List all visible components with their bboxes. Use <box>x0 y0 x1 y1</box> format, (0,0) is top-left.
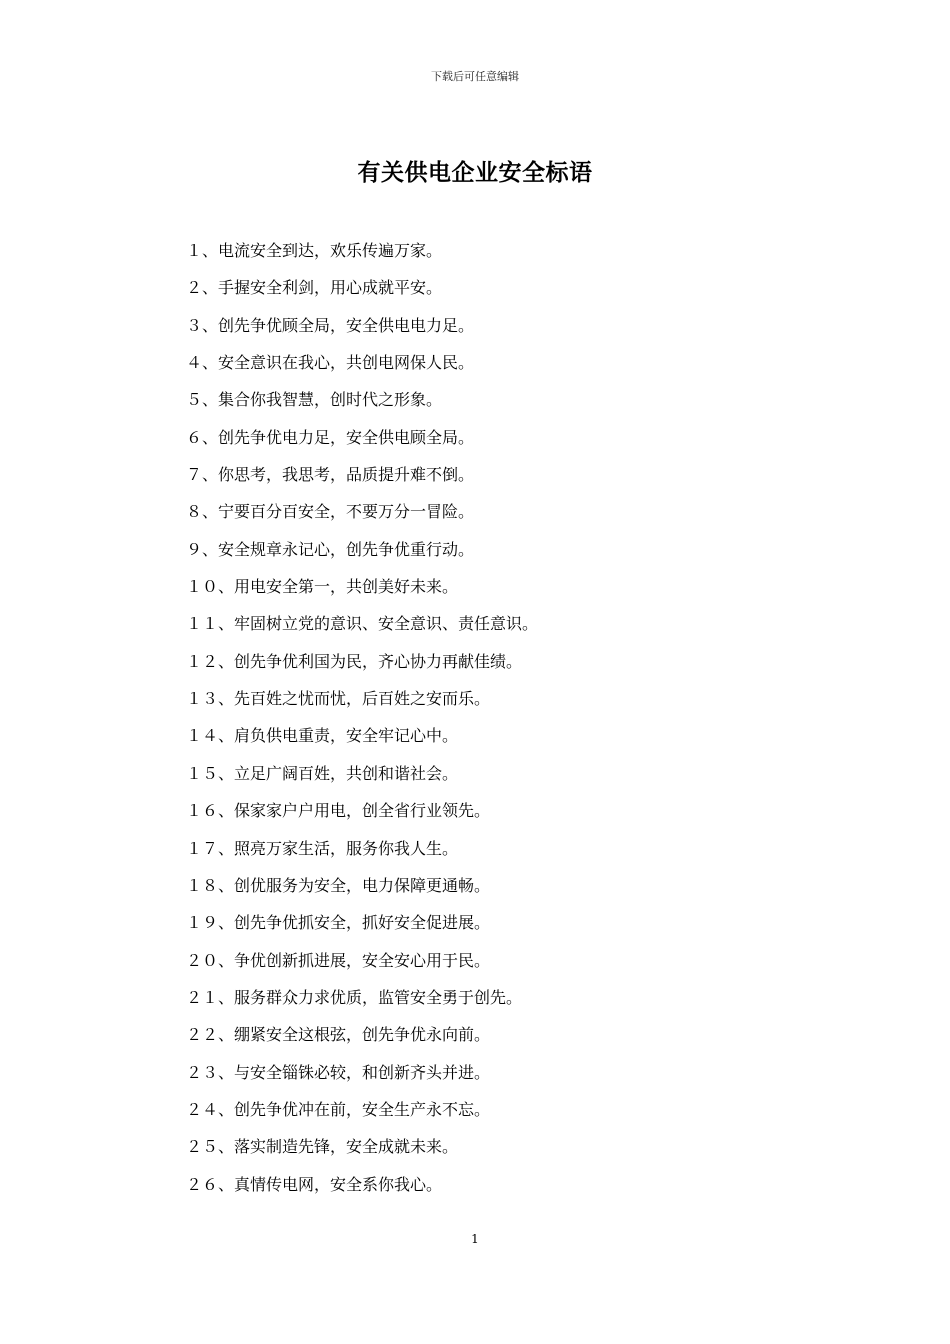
slogan-item: １１、牢固树立党的意识、安全意识、责任意识。 <box>186 614 539 634</box>
slogan-item: ３、创先争优顾全局，安全供电电力足。 <box>186 315 475 335</box>
slogan-item: １２、创先争优利国为民，齐心协力再献佳绩。 <box>186 651 523 671</box>
slogan-item: ８、宁要百分百安全，不要万分一冒险。 <box>186 502 475 522</box>
slogan-item: ２、手握安全利剑，用心成就平安。 <box>186 278 443 298</box>
slogan-item: ９、安全规章永记心，创先争优重行动。 <box>186 539 475 559</box>
slogan-list <box>186 232 826 1203</box>
slogan-item: １９、创先争优抓安全，抓好安全促进展。 <box>186 913 491 933</box>
slogan-item: １４、肩负供电重责，安全牢记心中。 <box>186 726 459 746</box>
slogan-item: ７、你思考，我思考，品质提升难不倒。 <box>186 465 475 485</box>
slogan-item: １７、照亮万家生活，服务你我人生。 <box>186 838 459 858</box>
slogan-item: ２６、真情传电网，安全系你我心。 <box>186 1174 443 1194</box>
slogan-item: １８、创优服务为安全，电力保障更通畅。 <box>186 875 491 895</box>
slogan-item: ２０、争优创新抓进展，安全安心用于民。 <box>186 950 491 970</box>
header-note: 下载后可任意编辑 <box>431 70 519 83</box>
page-number: 1 <box>471 1232 479 1246</box>
slogan-item: １６、保家家户户用电，创全省行业领先。 <box>186 801 491 821</box>
slogan-item: ２１、服务群众力求优质，监管安全勇于创先。 <box>186 987 523 1007</box>
slogan-item: ２２、绷紧安全这根弦，创先争优永向前。 <box>186 1025 491 1045</box>
slogan-item: ２３、与安全锱铢必较，和创新齐头并进。 <box>186 1062 491 1082</box>
slogan-item: １、电流安全到达，欢乐传遍万家。 <box>186 241 443 260</box>
slogan-item: ２４、创先争优冲在前，安全生产永不忘。 <box>186 1099 491 1119</box>
slogan-item: １５、立足广阔百姓，共创和谐社会。 <box>186 763 459 783</box>
slogan-item: １０、用电安全第一，共创美好未来。 <box>186 577 459 597</box>
slogan-item: ５、集合你我智慧，创时代之形象。 <box>186 390 443 410</box>
slogan-item: ２５、落实制造先锋，安全成就未来。 <box>186 1137 459 1157</box>
slogan-item: ６、创先争优电力足，安全供电顾全局。 <box>186 427 475 447</box>
document-title: 有关供电企业安全标语 <box>357 160 593 186</box>
slogan-item: １３、先百姓之忧而忧，后百姓之安而乐。 <box>186 689 491 709</box>
slogan-item: ４、安全意识在我心，共创电网保人民。 <box>186 353 475 373</box>
